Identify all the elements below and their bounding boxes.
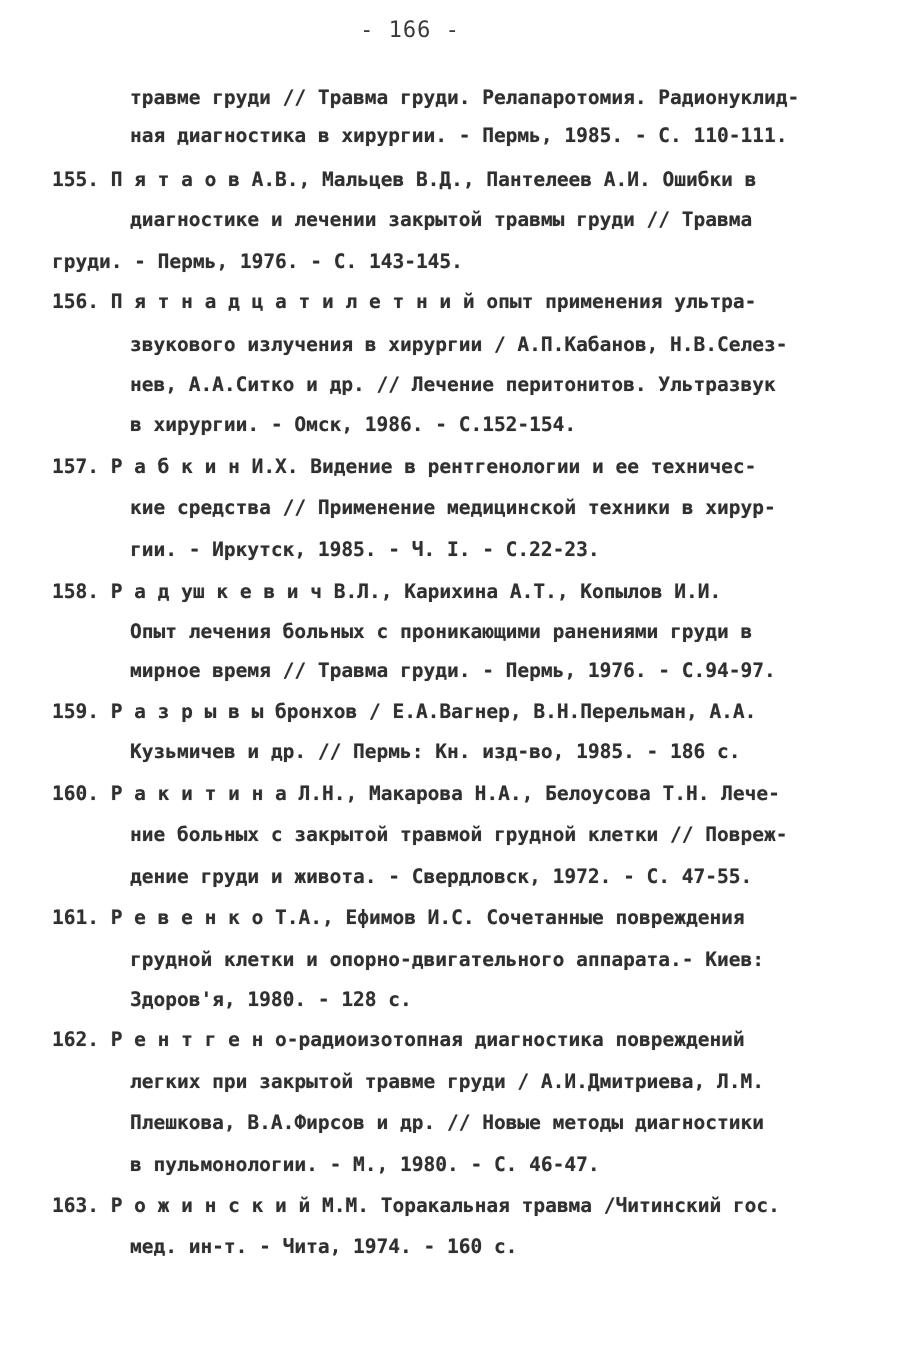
text-line: звукового излучения в хирургии / А.П.Кабанов, Н.В.Селез- bbox=[130, 333, 788, 356]
reference-156: 156. П я т н а д ц а т и л е т н и й опыт применения ультра- bbox=[52, 290, 757, 313]
text-line: ная диагностика в хирургии. - Пермь, 1985. - С. 110-111. bbox=[130, 124, 788, 147]
reference-155: 155. П я т а о в А.В., Мальцев В.Д., Пантелеев А.И. Ошибки в bbox=[52, 168, 757, 191]
text-line: кие средства // Применение медицинской техники в хирур- bbox=[130, 496, 776, 519]
page-number: - 166 - bbox=[360, 18, 460, 43]
text-line: травме груди // Травма груди. Релапаротомия. Радионуклид- bbox=[130, 86, 800, 109]
text-line: грудной клетки и опорно-двигательного аппарата.- Киев: bbox=[130, 948, 764, 971]
text-line: Здоров'я, 1980. - 128 с. bbox=[130, 988, 412, 1011]
text-line: ние больных с закрытой травмой грудной клетки // Повреж- bbox=[130, 823, 788, 846]
text-line: мирное время // Травма груди. - Пермь, 1976. - С.94-97. bbox=[130, 659, 776, 682]
text-line: мед. ин-т. - Чита, 1974. - 160 с. bbox=[130, 1235, 518, 1258]
reference-162: 162. Р е н т г е н о-радиоизотопная диагностика повреждений bbox=[52, 1028, 745, 1051]
text-line: легких при закрытой травме груди / А.И.Дмитриева, Л.М. bbox=[130, 1070, 764, 1093]
reference-160: 160. Р а к и т и н а Л.Н., Макарова Н.А., Белоусова Т.Н. Лече- bbox=[52, 782, 780, 805]
text-line: Плешкова, В.А.Фирсов и др. // Новые методы диагностики bbox=[130, 1111, 764, 1134]
reference-157: 157. Р а б к и н И.Х. Видение в рентгенологии и ее техничес- bbox=[52, 455, 757, 478]
text-line: в пульмонологии. - М., 1980. - С. 46-47. bbox=[130, 1153, 600, 1176]
text-line: Кузьмичев и др. // Пермь: Кн. изд-во, 1985. - 186 с. bbox=[130, 740, 741, 763]
reference-159: 159. Р а з р ы в ы бронхов / Е.А.Вагнер, В.Н.Перельман, А.А. bbox=[52, 700, 757, 723]
text-line: Опыт лечения больных с проникающими ранениями груди в bbox=[130, 620, 753, 643]
text-line: гии. - Иркутск, 1985. - Ч. I. - С.22-23. bbox=[130, 538, 600, 561]
text-line: диагностике и лечении закрытой травмы груди // Травма bbox=[130, 208, 753, 231]
text-line: груди. - Пермь, 1976. - С. 143-145. bbox=[52, 250, 463, 273]
reference-158: 158. Р а д уш к е в и ч В.Л., Карихина А.Т., Копылов И.И. bbox=[52, 580, 722, 603]
reference-163: 163. Р о ж и н с к и й М.М. Торакальная травма /Читинский гос. bbox=[52, 1194, 780, 1217]
text-line: нев, А.А.Ситко и др. // Лечение перитонитов. Ультразвук bbox=[130, 373, 776, 396]
text-line: в хирургии. - Омск, 1986. - С.152-154. bbox=[130, 413, 577, 436]
reference-161: 161. Р е в е н к о Т.А., Ефимов И.С. Сочетанные повреждения bbox=[52, 906, 745, 929]
text-line: дение груди и живота. - Свердловск, 1972. - С. 47-55. bbox=[130, 865, 753, 888]
